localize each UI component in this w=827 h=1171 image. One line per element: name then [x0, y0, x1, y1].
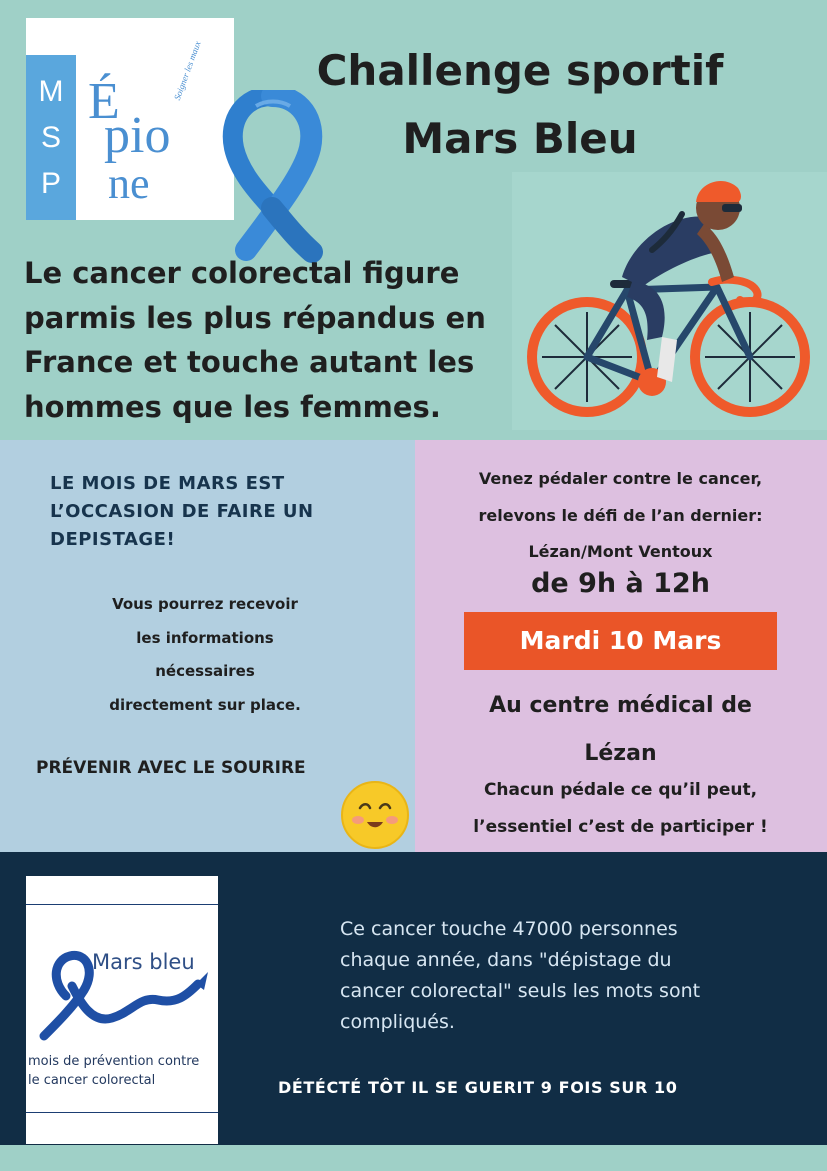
mars-bleu-description [28, 1052, 220, 1090]
intro-line-4: hommes que les femmes. [24, 389, 441, 424]
cyclist-illustration [512, 172, 827, 430]
smiley-icon [340, 780, 410, 850]
screening-info-line-4: directement sur place. [109, 695, 301, 714]
stat-line-2: chaque année, dans "dépistage du [340, 949, 672, 971]
participate-line-1: Chacun pédale ce qu’il peut, [483, 780, 758, 800]
screening-heading [50, 470, 390, 554]
intro-line-2: parmis les plus répandus en [24, 300, 486, 335]
title-line-2: Mars Bleu [402, 114, 638, 163]
stat-line-4: compliqués. [340, 1011, 455, 1033]
invite-text [423, 460, 818, 534]
participate-text [423, 772, 818, 846]
logo-letter-s: S [40, 121, 61, 154]
statistics-text [340, 914, 760, 1038]
smile-slogan: PRÉVENIR AVEC LE SOURIRE [36, 758, 306, 778]
route-text: Lézan/Mont Ventoux [528, 542, 713, 561]
msp-epione-logo [26, 18, 234, 220]
place-line-1: Au centre médical de [489, 693, 752, 718]
screening-heading-line-2: L’OCCASION DE FAIRE UN [50, 501, 314, 522]
intro-text [24, 251, 524, 429]
screening-heading-line-3: DEPISTAGE! [50, 529, 176, 550]
intro-line-3: France et touche autant les [24, 345, 475, 379]
cure-tagline: DÉTÉCTÉ TÔT IL SE GUERIT 9 FOIS SUR 10 [278, 1078, 678, 1097]
date-banner: Mardi 10 Mars [464, 612, 777, 670]
invite-line-2: relevons le défi de l’an dernier: [478, 506, 763, 525]
intro-line-1: Le cancer colorectal figure [24, 256, 460, 290]
card-divider-bottom [26, 1112, 218, 1113]
logo-word-e: É [88, 73, 120, 130]
screening-info-line-2: les informations [136, 628, 274, 647]
footer-strip [0, 1145, 827, 1171]
screening-info-line-1: Vous pourrez recevoir [112, 595, 298, 613]
card-divider-top [26, 904, 218, 905]
logo-word-ne: ne [108, 159, 150, 208]
logo-side-bar [26, 55, 76, 220]
screening-heading-line-1: LE MOIS DE MARS EST [50, 473, 285, 494]
logo-letter-m: M [38, 75, 64, 108]
mars-bleu-title: Mars bleu [92, 950, 195, 974]
screening-info-line-3: nécessaires [155, 662, 255, 680]
stat-line-1: Ce cancer touche 47000 personnes [340, 918, 678, 940]
participate-line-2: l’essentiel c’est de participer ! [473, 817, 768, 837]
hours-text: de 9h à 12h [531, 568, 710, 599]
logo-word-pio: pio [104, 107, 171, 164]
title-line-1: Challenge sportif [316, 46, 724, 95]
mars-bleu-desc-line-2: le cancer colorectal [28, 1073, 156, 1088]
logo-letter-p: P [40, 167, 61, 200]
mars-bleu-card [26, 876, 218, 1144]
place-text [423, 682, 818, 778]
mars-bleu-desc-line-1: mois de prévention contre [28, 1054, 200, 1069]
logo-slogan: Soigner les maux [172, 39, 203, 102]
stat-line-3: cancer colorectal" seuls les mots sont [340, 980, 701, 1002]
place-line-2: Lézan [584, 741, 657, 766]
invite-line-1: Venez pédaler contre le cancer, [478, 469, 763, 488]
screening-info [60, 588, 350, 722]
blue-ribbon-icon [216, 90, 328, 265]
